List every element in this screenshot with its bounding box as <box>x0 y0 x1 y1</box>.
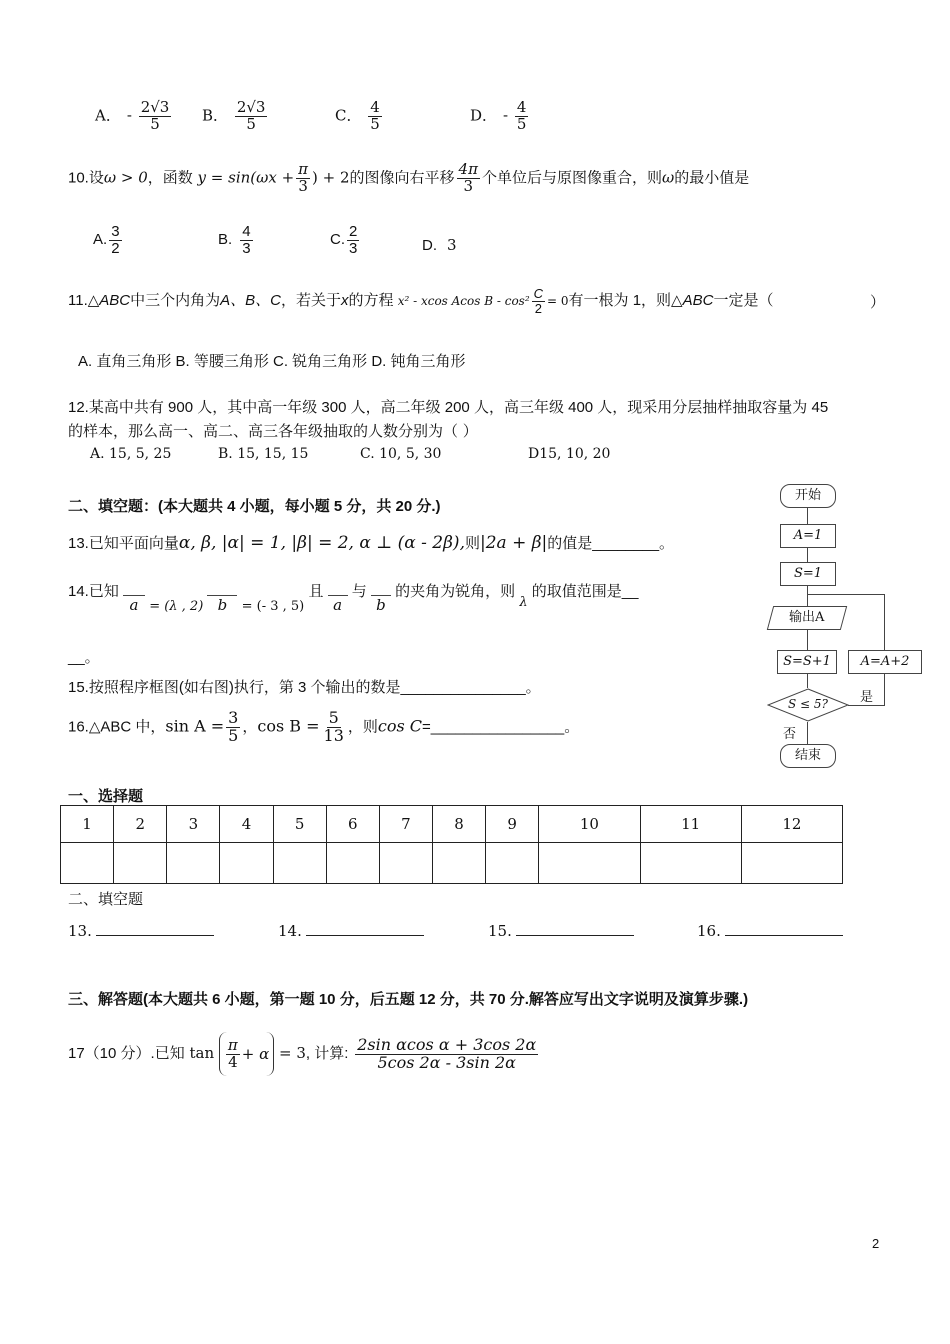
table-header-cell: 1 <box>61 806 114 843</box>
page-number: 2 <box>872 1236 880 1251</box>
question-17: 17（10 分）.已知 tan $\frac{\pi}{4}$ + α = 3, 计算: $\frac{\text{2sin αcos α + 3cos 2α}}{5\cos 2\alpha - 3\sin 2\alpha}$ <box>68 1032 540 1076</box>
blank-15: 15. <box>488 922 634 940</box>
answer-cell <box>220 843 273 884</box>
answer-cell <box>432 843 485 884</box>
table-header-cell: 9 <box>486 806 539 843</box>
table-header-cell: 12 <box>741 806 842 843</box>
answer-cell <box>640 843 741 884</box>
table-header-cell: 10 <box>539 806 640 843</box>
table-header-cell: 4 <box>220 806 273 843</box>
table-header-cell: 7 <box>379 806 432 843</box>
flow-a-increment: A=A+2 <box>848 650 922 674</box>
q10-option-a: A. $\frac{3}{2}$ <box>93 223 120 257</box>
question-13: 13.已知平面向量α, β, |α| = 1, |β| = 2, α ⊥ (α - 2β),则|2a + β|的值是________。 <box>68 533 675 553</box>
q12-line1: 12.某高中共有 900 人，其中高一年级 300 人，高二年级 200 人，高三年级 400 人，现采用分层抽样抽取容量为 45 <box>68 399 829 416</box>
q11-close-paren: ） <box>870 294 886 311</box>
q10-option-b: B. $\frac{4}{3}$ <box>218 223 251 257</box>
q10-option-c: C. $\frac{2}{3}$ <box>330 223 358 257</box>
answer-cell <box>61 843 114 884</box>
answer-sheet-title-fill: 二、填空题 <box>68 890 144 908</box>
table-header-cell: 8 <box>432 806 485 843</box>
q9-option-b: B． $\frac{2√3}{5}$ <box>202 98 266 133</box>
question-10: 10.设ω > 0，函数 y = sin(ωx + $\frac{\pi}{3}$ ) + 2的图像向右平移 $\frac{4\pi}{3}$ 个单位后与原图像重合，则ω的最小值是 <box>68 160 750 195</box>
flow-a-init: A=1 <box>780 524 836 548</box>
q12-line2: 的样本，那么高一、高二、高三各年级抽取的人数分别为（ ） <box>68 422 478 440</box>
q9-option-a: A． - $\frac{2√3}{5}$ <box>95 98 170 133</box>
q12-option-c: C. 10, 5, 30 <box>360 446 442 462</box>
flow-yes-label: 是 <box>860 690 874 705</box>
answer-cell <box>379 843 432 884</box>
flow-end: 结束 <box>780 744 836 768</box>
q9-option-d: D． - $\frac{4}{5}$ <box>470 98 527 133</box>
flow-condition: S ≤ 5? <box>788 697 828 711</box>
q12-option-a: A. 15, 5, 25 <box>90 446 172 462</box>
blank-16: 16. <box>697 922 843 940</box>
table-header-cell: 11 <box>640 806 741 843</box>
table-header-cell: 2 <box>114 806 167 843</box>
q12-option-b: B. 15, 15, 15 <box>218 446 309 462</box>
choice-answer-table <box>60 805 843 884</box>
blank-14: 14. <box>278 922 424 940</box>
answer-sheet-title-choice: 一、选择题 <box>68 788 144 805</box>
question-14: 14.已知 a = (λ , 2) b = (- 3 , 5) 且 a 与 b 的夹角为锐角，则 λ 的取值范围是__ <box>68 583 639 614</box>
q14-continuation: __。 <box>68 649 100 666</box>
table-header-cell: 3 <box>167 806 220 843</box>
answer-cell <box>486 843 539 884</box>
section2-title: 二、填空题：(本大题共 4 小题，每小题 5 分，共 20 分.) <box>68 498 441 515</box>
answer-cell <box>741 843 842 884</box>
answer-cell <box>539 843 640 884</box>
flow-no-label: 否 <box>783 727 797 742</box>
answer-cell <box>167 843 220 884</box>
question-15: 15.按照程序框图(如右图)执行，第 3 个输出的数是_______________。 <box>68 679 541 696</box>
flow-s-increment: S=S+1 <box>777 650 837 674</box>
q10-option-d: D. 3 <box>422 236 457 254</box>
table-header-cell: 5 <box>273 806 326 843</box>
flow-start: 开始 <box>780 484 836 508</box>
flow-s-init: S=1 <box>780 562 836 586</box>
flow-output: 输出A <box>767 606 847 630</box>
answer-cell <box>114 843 167 884</box>
blank-13: 13. <box>68 922 214 940</box>
question-11: 11.△ABC中三个内角为A、B、C，若关于x的方程 x² - xcos Acos B - cos² $\frac{C}{2}$ = 0有一根为 1，则△ABC一定是（ <box>68 286 774 316</box>
table-header-cell: 6 <box>326 806 379 843</box>
section3-title: 三、解答题(本大题共 6 小题，第一题 10 分，后五题 12 分，共 70 分.解答应写出文字说明及演算步骤.) <box>68 991 749 1008</box>
question-16: 16.△ABC 中，sin A = $\frac{3}{5}$ ，cos B = $\frac{5}{13}$ ，则cos C=________________。 <box>68 708 580 745</box>
q11-options: A. 直角三角形 B. 等腰三角形 C. 锐角三角形 D. 钝角三角形 <box>78 353 466 370</box>
answer-cell <box>273 843 326 884</box>
q9-option-c: C． $\frac{4}{5}$ <box>335 98 380 133</box>
answer-cell <box>326 843 379 884</box>
q12-option-d: D15, 10, 20 <box>528 446 611 462</box>
